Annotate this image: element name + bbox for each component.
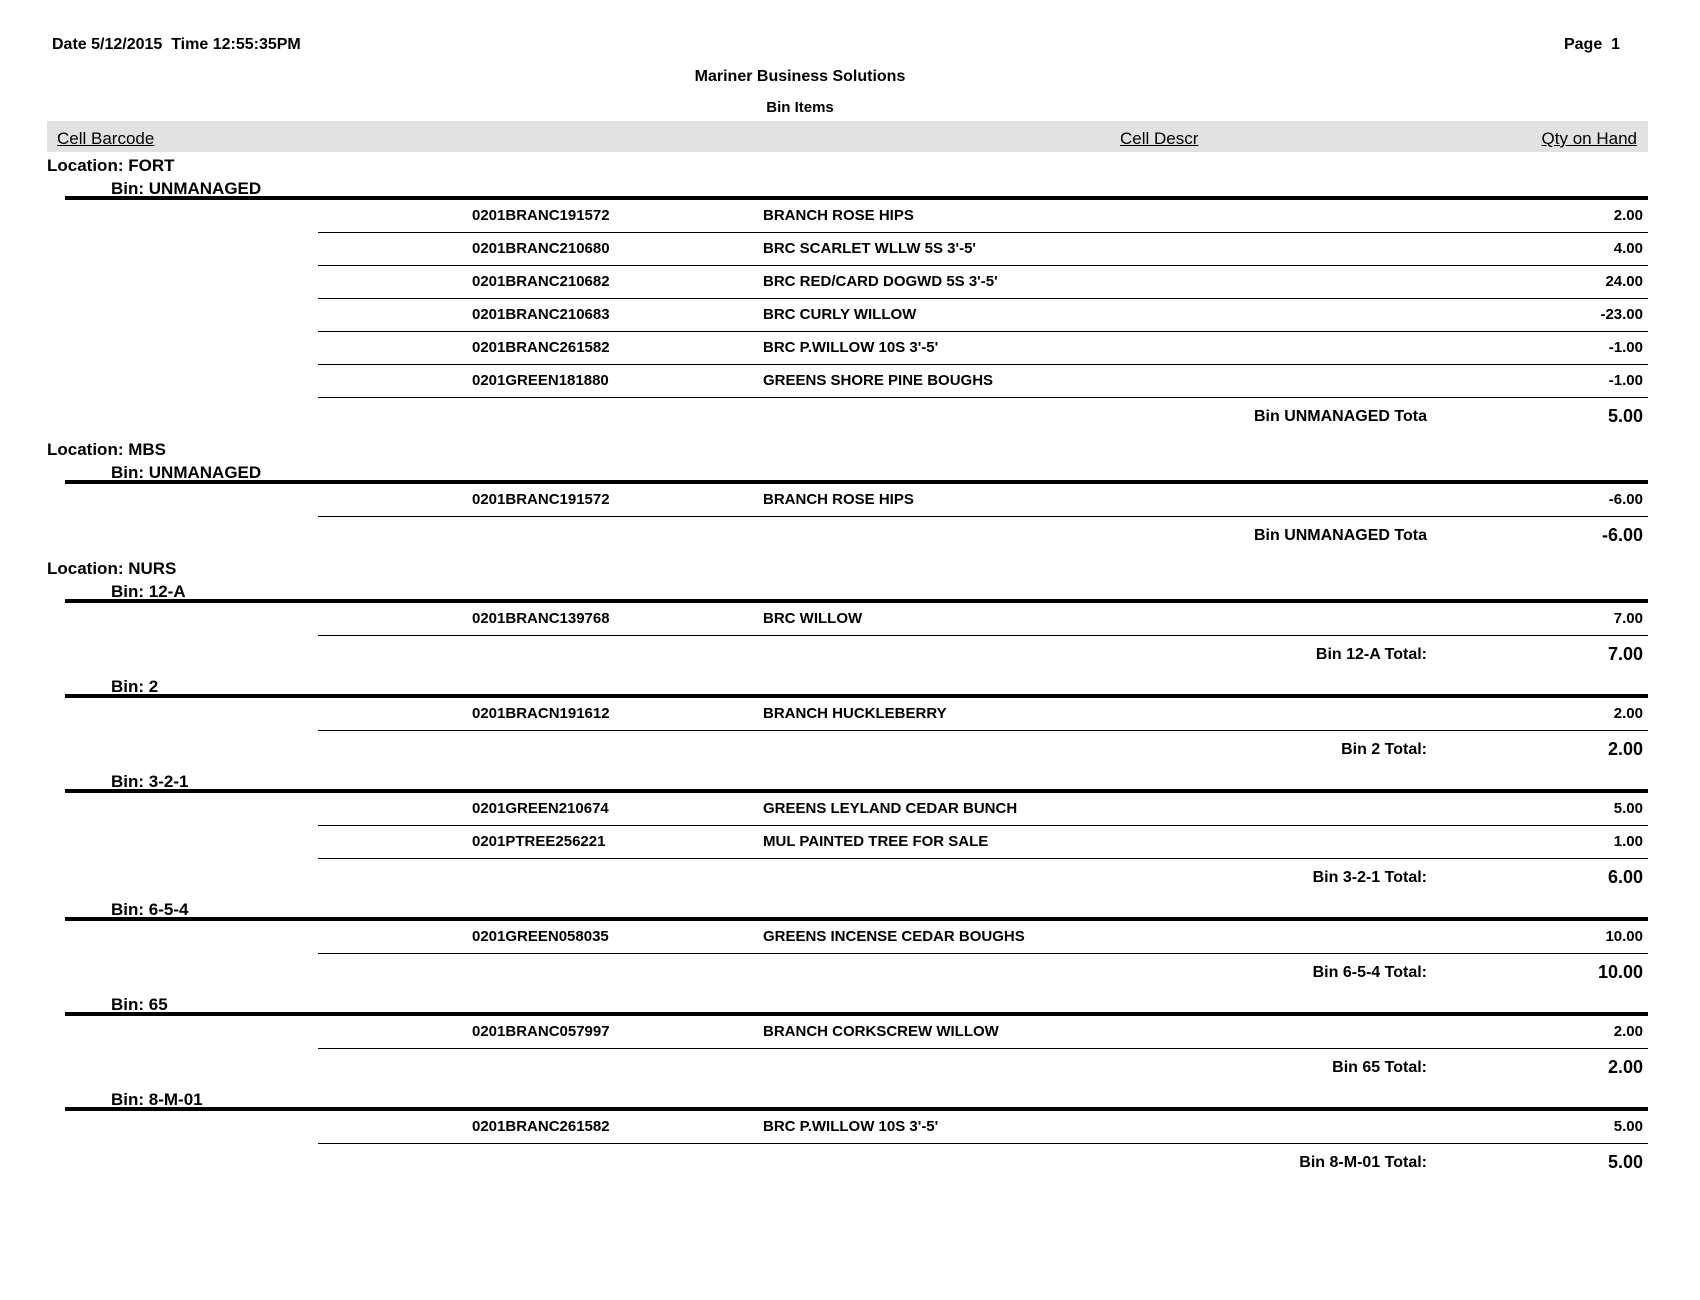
item-row — [318, 698, 1648, 731]
item-cell-descr: BRANCH CORKSCREW WILLOW — [763, 1023, 999, 1040]
item-row — [318, 233, 1648, 266]
item-cell-barcode: 0201GREEN210674 — [472, 800, 609, 817]
bin-total-label: Bin 6-5-4 Total: — [1312, 964, 1427, 981]
item-cell-descr: BRANCH ROSE HIPS — [763, 207, 914, 224]
item-row — [318, 826, 1648, 859]
bin-label: Bin: UNMANAGED — [65, 178, 1648, 200]
item-cell-descr: BRANCH ROSE HIPS — [763, 491, 914, 508]
item-cell-descr: MUL PAINTED TREE FOR SALE — [763, 833, 989, 850]
item-cell-barcode: 0201PTREE256221 — [472, 833, 606, 850]
bin-total-qty: 7.00 — [1607, 644, 1643, 664]
item-cell-descr: BRC P.WILLOW 10S 3'-5' — [763, 339, 939, 356]
item-row — [318, 266, 1648, 299]
item-row — [318, 200, 1648, 233]
item-cell-descr: GREENS INCENSE CEDAR BOUGHS — [763, 928, 1025, 945]
item-qty-on-hand: -1.00 — [1608, 339, 1643, 356]
column-header-cell-descr: Cell Descr — [1120, 129, 1199, 148]
item-qty-on-hand: 24.00 — [1605, 273, 1643, 290]
bin-total-row — [0, 517, 1648, 555]
item-cell-barcode: 0201BRANC210683 — [472, 306, 610, 323]
item-cell-barcode: 0201GREEN058035 — [472, 928, 609, 945]
item-cell-barcode: 0201BRANC139768 — [472, 610, 610, 627]
bin-label: Bin: UNMANAGED — [65, 462, 1648, 484]
company-title: Mariner Business Solutions — [694, 68, 906, 85]
bin-total-row — [0, 1049, 1648, 1087]
item-cell-descr: GREENS LEYLAND CEDAR BUNCH — [763, 800, 1018, 817]
bin-total-row — [0, 859, 1648, 897]
item-row — [318, 1111, 1648, 1144]
item-row — [318, 332, 1648, 365]
item-qty-on-hand: 1.00 — [1613, 833, 1643, 850]
bin-label: Bin: 2 — [65, 676, 1648, 698]
item-row — [318, 365, 1648, 398]
bin-total-qty: 10.00 — [1597, 962, 1643, 982]
bin-label: Bin: 3-2-1 — [65, 771, 1648, 793]
bin-total-qty: 5.00 — [1607, 406, 1643, 426]
item-cell-barcode: 0201BRANC191572 — [472, 207, 610, 224]
location-label: Location: MBS — [47, 440, 166, 459]
bin-label: Bin: 8-M-01 — [65, 1089, 1648, 1111]
item-qty-on-hand: 10.00 — [1605, 928, 1643, 945]
item-cell-descr: BRC CURLY WILLOW — [763, 306, 917, 323]
item-cell-barcode: 0201BRANC191572 — [472, 491, 610, 508]
report-title: Bin Items — [766, 99, 834, 116]
bin-total-row — [0, 954, 1648, 992]
item-qty-on-hand: 7.00 — [1613, 610, 1643, 627]
bin-total-label: Bin UNMANAGED Tota — [1253, 527, 1427, 544]
item-row — [318, 793, 1648, 826]
bin-total-label: Bin 3-2-1 Total: — [1312, 869, 1427, 886]
bin-total-qty: 2.00 — [1607, 739, 1643, 759]
column-header-cell-barcode: Cell Barcode — [57, 129, 155, 148]
bin-total-label: Bin UNMANAGED Tota — [1253, 408, 1427, 425]
item-qty-on-hand: 2.00 — [1613, 207, 1643, 224]
item-cell-descr: BRC WILLOW — [763, 610, 863, 627]
item-cell-barcode: 0201GREEN181880 — [472, 372, 609, 389]
item-cell-descr: BRC RED/CARD DOGWD 5S 3'-5' — [763, 273, 998, 290]
item-qty-on-hand: 5.00 — [1613, 800, 1643, 817]
bin-total-label: Bin 2 Total: — [1341, 741, 1427, 758]
bin-total-row — [0, 636, 1648, 674]
item-row — [318, 1016, 1648, 1049]
column-header-qty-on-hand: Qty on Hand — [1541, 129, 1637, 148]
item-cell-descr: GREENS SHORE PINE BOUGHS — [763, 372, 994, 389]
item-cell-descr: BRC P.WILLOW 10S 3'-5' — [763, 1118, 939, 1135]
bin-total-label: Bin 65 Total: — [1332, 1059, 1427, 1076]
item-row — [318, 299, 1648, 332]
item-cell-barcode: 0201BRANC261582 — [472, 339, 610, 356]
bin-total-row — [0, 731, 1648, 769]
bin-total-label: Bin 12-A Total: — [1315, 646, 1427, 663]
item-qty-on-hand: -1.00 — [1608, 372, 1643, 389]
item-cell-barcode: 0201BRANC210682 — [472, 273, 610, 290]
page-number: Page 1 — [1563, 36, 1620, 53]
bin-total-row — [0, 1144, 1648, 1182]
item-qty-on-hand: 5.00 — [1613, 1118, 1643, 1135]
location-label: Location: FORT — [47, 156, 175, 175]
report-date: Date 5/12/2015 Time 12:55:35PM — [52, 36, 301, 53]
item-cell-barcode: 0201BRANC210680 — [472, 240, 610, 257]
item-cell-barcode: 0201BRANC057997 — [472, 1023, 610, 1040]
item-cell-descr: BRC SCARLET WLLW 5S 3'-5' — [763, 240, 976, 257]
bin-total-row — [0, 398, 1648, 436]
location-label: Location: NURS — [47, 559, 177, 578]
item-row — [318, 484, 1648, 517]
item-cell-barcode: 0201BRANC261582 — [472, 1118, 610, 1135]
bin-total-qty: 2.00 — [1607, 1057, 1643, 1077]
column-header-bar — [47, 121, 1648, 152]
bin-total-qty: 6.00 — [1607, 867, 1643, 887]
report-body — [0, 152, 1700, 1182]
item-cell-descr: BRANCH HUCKLEBERRY — [763, 705, 947, 722]
item-row — [318, 921, 1648, 954]
item-row — [318, 603, 1648, 636]
bin-label: Bin: 65 — [65, 994, 1648, 1016]
item-qty-on-hand: 2.00 — [1613, 705, 1643, 722]
bin-label: Bin: 6-5-4 — [65, 899, 1648, 921]
item-cell-barcode: 0201BRACN191612 — [472, 705, 610, 722]
item-qty-on-hand: -23.00 — [1600, 306, 1643, 323]
item-qty-on-hand: -6.00 — [1608, 491, 1643, 508]
bin-total-qty: -6.00 — [1601, 525, 1643, 545]
bin-total-qty: 5.00 — [1607, 1152, 1643, 1172]
item-qty-on-hand: 4.00 — [1613, 240, 1643, 257]
item-qty-on-hand: 2.00 — [1613, 1023, 1643, 1040]
bin-total-label: Bin 8-M-01 Total: — [1299, 1154, 1427, 1171]
bin-label: Bin: 12-A — [65, 581, 1648, 603]
